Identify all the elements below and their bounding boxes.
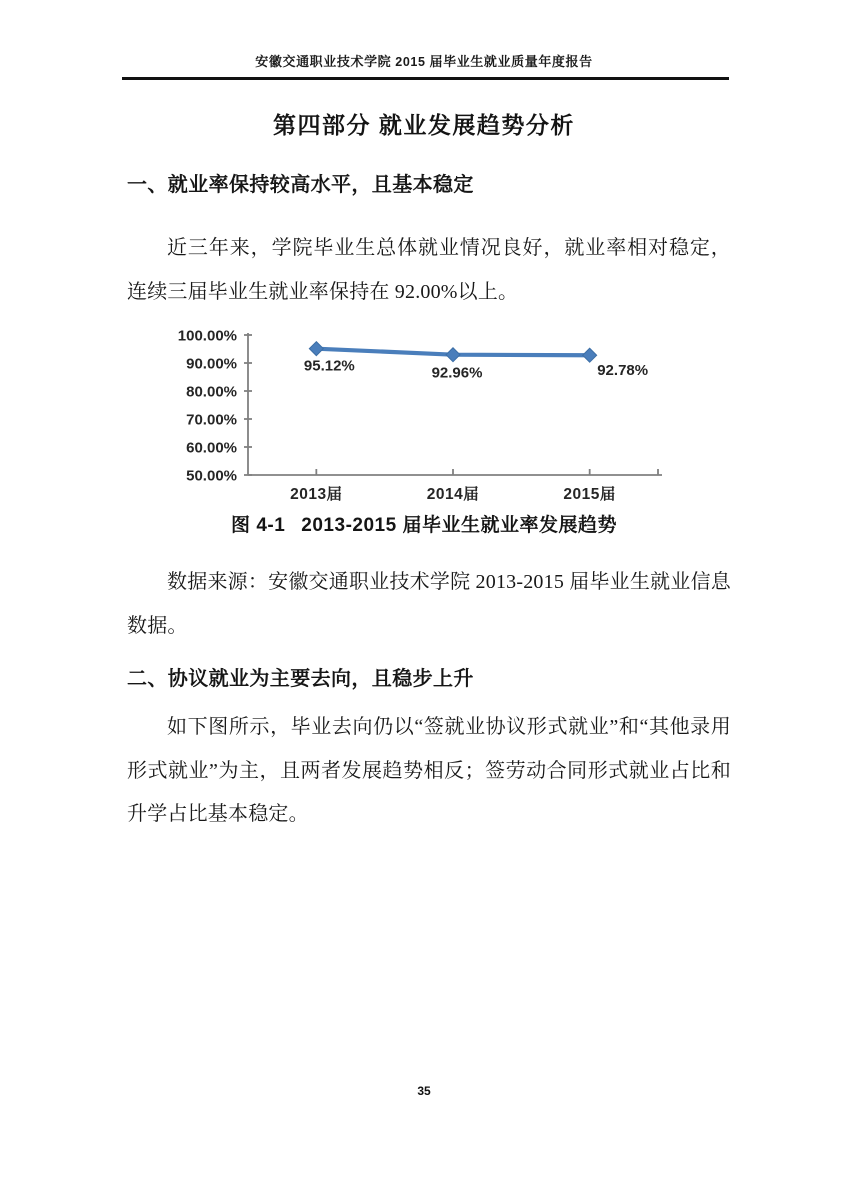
page-number: 35 (417, 1084, 431, 1098)
header-title-year: 2015 (395, 55, 426, 69)
y-tick-label: 50.00% (186, 467, 237, 485)
y-tick-label: 60.00% (186, 439, 237, 457)
data-label: 95.12% (303, 357, 355, 375)
header-rule (122, 77, 729, 80)
data-label: 92.96% (431, 364, 483, 382)
data-point-marker (583, 348, 597, 362)
employment-rate-chart (150, 305, 710, 515)
paragraph-data-source: 数据来源：安徽交通职业技术学院 2013-2015 届毕业生就业信息数据。 (127, 571, 731, 637)
data-label: 92.78% (597, 362, 649, 380)
y-tick-label: 70.00% (186, 411, 237, 429)
data-point-marker (309, 342, 323, 356)
section-heading-1: 一、就业率保持较高水平，且基本稳定 (127, 174, 474, 196)
header-title-pre: 安徽交通职业技术学院 (255, 54, 392, 69)
header-title-post: 届毕业生就业质量年度报告 (429, 54, 593, 69)
paragraph-destination: 如下图所示，毕业去向仍以“签就业协议形式就业”和“其他录用形式就业”为主，且两者发展趋势相反；签劳动合同形式就业占比和升学占比基本稳定。 (127, 716, 731, 825)
figure-caption (0, 510, 848, 537)
data-point-marker (446, 348, 460, 362)
y-tick-label: 80.00% (186, 383, 237, 401)
page-header (0, 51, 848, 70)
x-tick-label: 2015届 (563, 486, 616, 503)
paragraph-employment-rate: 近三年来，学院毕业生总体就业情况良好，就业率相对稳定，连续三届毕业生就业率保持在 92.00%以上。 (127, 237, 731, 303)
y-tick-label: 100.00% (177, 327, 237, 345)
figure-caption-label: 图 4-1 (231, 515, 286, 536)
section-heading-2: 二、协议就业为主要去向，且稳步上升 (127, 668, 474, 690)
y-tick-label: 90.00% (186, 355, 237, 373)
figure-caption-text: 2013-2015 届毕业生就业率发展趋势 (301, 515, 617, 536)
x-tick-label: 2014届 (426, 486, 480, 503)
x-tick-label: 2013届 (290, 486, 343, 503)
line-chart-svg (150, 305, 710, 515)
page-title: 第四部分 就业发展趋势分析 (273, 112, 575, 138)
